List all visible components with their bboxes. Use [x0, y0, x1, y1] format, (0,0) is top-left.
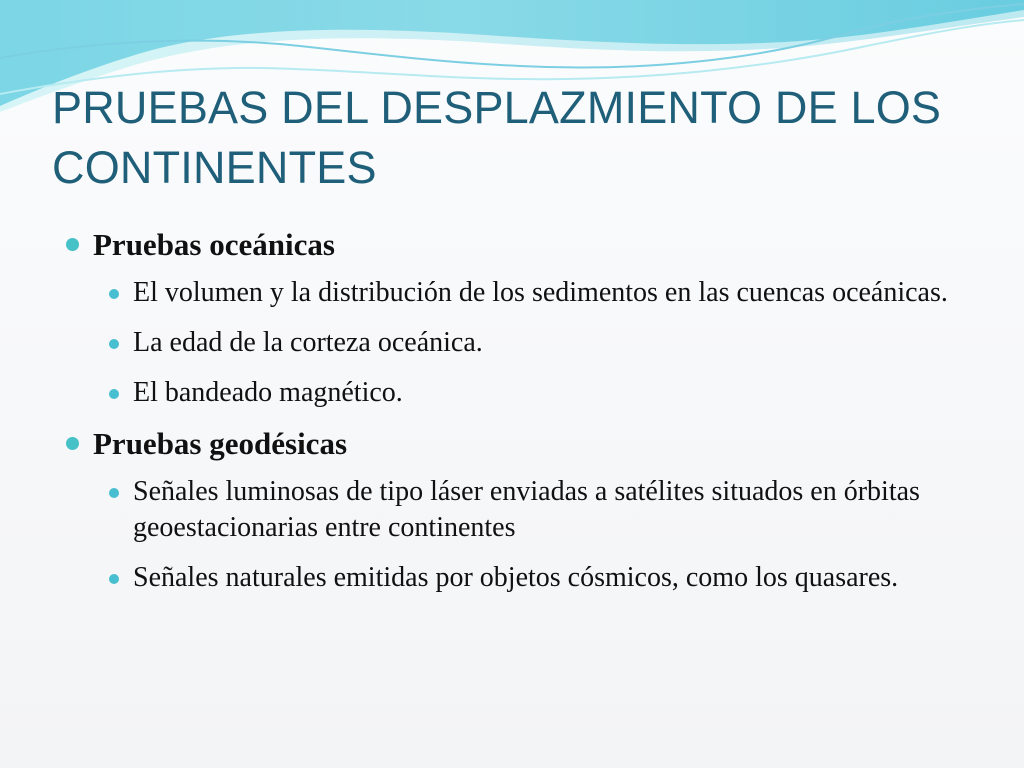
bullet-dot-icon	[66, 238, 79, 251]
slide-content	[62, 226, 962, 596]
list-item	[93, 325, 962, 361]
bullet-dot-icon	[109, 389, 119, 399]
list-item-text: El volumen y la distribución de los sedimentos en las cuencas oceánicas.	[133, 277, 948, 308]
section-heading: Pruebas oceánicas	[93, 227, 335, 262]
list-item-text: La edad de la corteza oceánica.	[133, 327, 483, 358]
slide-title: PRUEBAS DEL DESPLAZMIENTO DE LOS CONTINENTES	[52, 82, 942, 193]
list-item-text: El bandeado magnético.	[133, 377, 403, 408]
section-heading: Pruebas geodésicas	[93, 426, 348, 461]
list-item-text: Señales luminosas de tipo láser enviadas a satélites situados en órbitas geoestacionarias entre continentes	[133, 476, 920, 543]
bullet-dot-icon	[109, 574, 119, 584]
section-list	[62, 226, 962, 596]
list-item-text: Señales naturales emitidas por objetos cósmicos, como los quasares.	[133, 562, 899, 593]
bullet-dot-icon	[109, 488, 119, 498]
bullet-dot-icon	[109, 339, 119, 349]
subitem-list	[93, 275, 962, 411]
list-item	[93, 474, 962, 546]
subitem-list	[93, 474, 962, 596]
list-item	[93, 275, 962, 311]
section-item	[62, 226, 962, 411]
section-item	[62, 425, 962, 596]
list-item	[93, 375, 962, 411]
bullet-dot-icon	[109, 289, 119, 299]
bullet-dot-icon	[66, 437, 79, 450]
list-item	[93, 560, 962, 596]
